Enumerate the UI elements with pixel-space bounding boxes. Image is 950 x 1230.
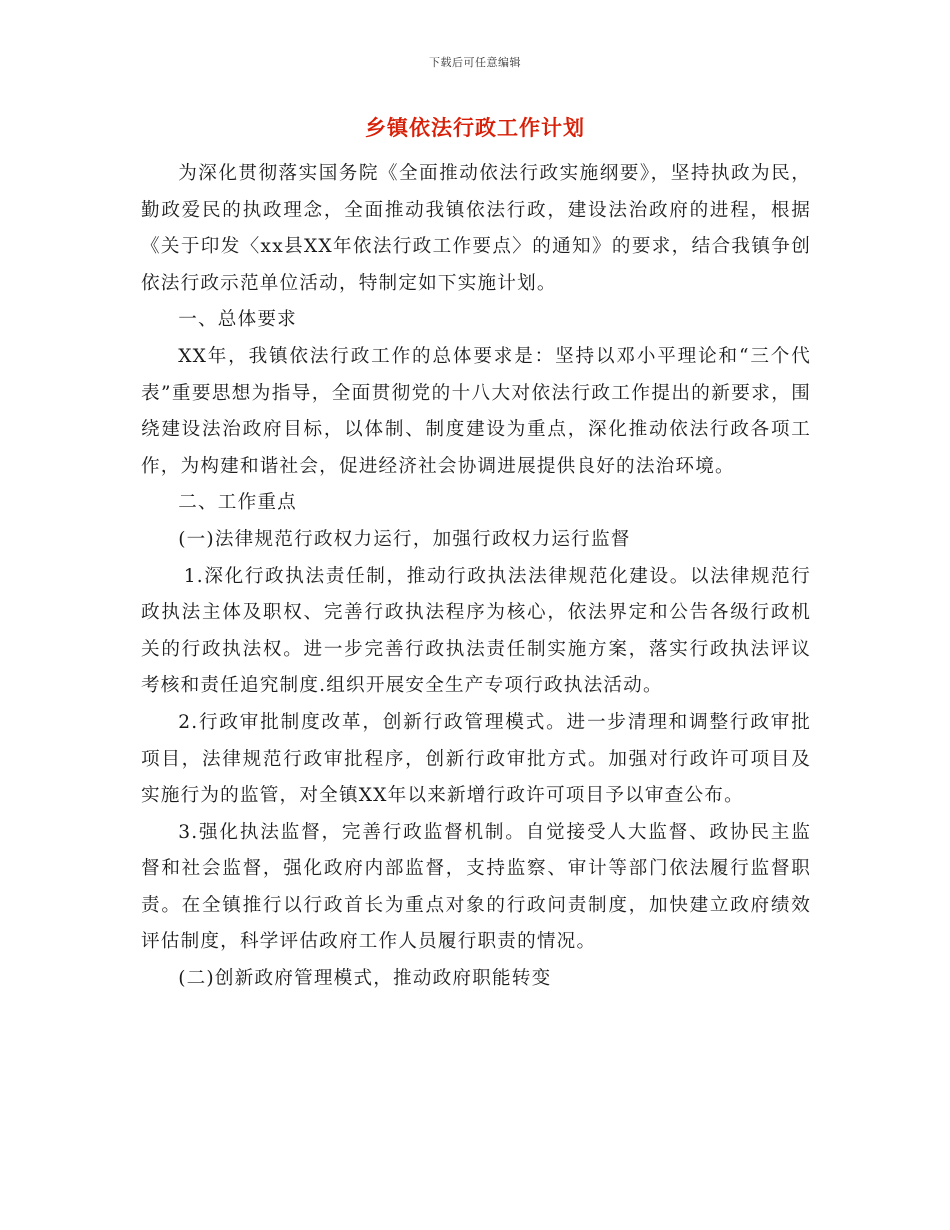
- section-heading-work-focus: 二、工作重点: [178, 492, 297, 514]
- subsection-heading-2: (二)创新政府管理模式，推动政府职能转变: [178, 968, 552, 990]
- section-heading-overall-requirements: 一、总体要求: [178, 309, 297, 331]
- header-note: 下载后可任意编辑: [429, 56, 521, 69]
- subsection-heading-1: (一)法律规范行政权力运行，加强行政权力运行监督: [178, 528, 631, 550]
- item-paragraph-3: 3.强化执法监督，完善行政监督机制。自觉接受人大监督、政协民主监督和社会监督，强化政府内部监督，支持监察、审计等部门依法履行监督职责。在全镇推行以行政首长为重点对象的行政问责制度，加快建立政府绩效评估制度，科学评估政府工作人员履行职责的情况。: [141, 821, 811, 953]
- item-paragraph-1: 1.深化行政执法责任制，推动行政执法法律规范化建设。以法律规范行政执法主体及职权、完善行政执法程序为核心，依法界定和公告各级行政机关的行政执法权。进一步完善行政执法责任制实施方案，落实行政执法评议考核和责任追究制度.组织开展安全生产专项行政执法活动。: [141, 565, 811, 697]
- document-title: 乡镇依法行政工作计划: [365, 115, 585, 140]
- intro-paragraph: 为深化贯彻落实国务院《全面推动依法行政实施纲要》，坚持执政为民，勤政爱民的执政理念，全面推动我镇依法行政，建设法治政府的进程，根据《关于印发〈xx县XX年依法行政工作要点〉的通知》的要求，结合我镇争创依法行政示范单位活动，特制定如下实施计划。: [141, 163, 811, 294]
- document-body: [141, 156, 811, 998]
- overall-requirements-paragraph: XX年，我镇依法行政工作的总体要求是：坚持以邓小平理论和“三个代表”重要思想为指导，全面贯彻党的十八大对依法行政工作提出的新要求，围绕建设法治政府目标，以体制、制度建设为重点，深化推动依法行政各项工作，为构建和谐社会，促进经济社会协调进展提供良好的法治环境。: [141, 345, 811, 477]
- item-paragraph-2: 2.行政审批制度改革，创新行政管理模式。进一步清理和调整行政审批项目，法律规范行政审批程序，创新行政审批方式。加强对行政许可项目及实施行为的监管，对全镇XX年以来新增行政许可项目予以审查公布。: [141, 711, 811, 807]
